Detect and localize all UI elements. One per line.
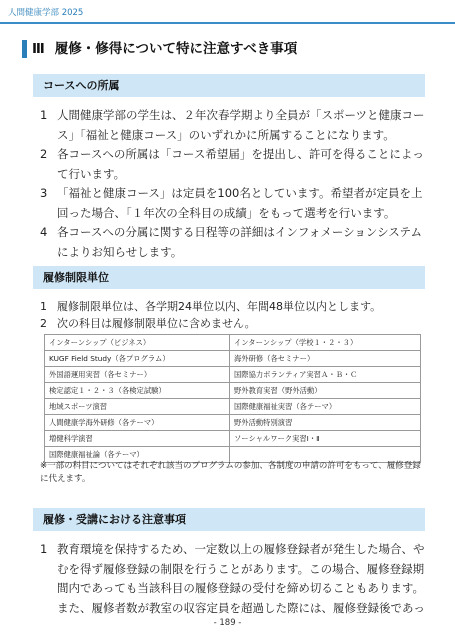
table-row — [45, 367, 421, 383]
item-number: 2 — [40, 147, 48, 161]
section-heading-registration-notes — [33, 508, 425, 531]
item-number: 1 — [40, 542, 48, 556]
header-rule — [0, 22, 455, 24]
table-cell: 外国語運用実習（各セミナー） — [45, 367, 230, 383]
section-title: コースへの所属 — [43, 79, 120, 92]
table-cell: 検定認定１・２・３（各検定試験） — [45, 383, 230, 399]
excluded-courses-table — [44, 334, 421, 463]
item-text: 教育環境を保持するため、一定数以上の履修登録者が発生した場合、やむを得ず履修登録の制限を行うことがあります。この場合、履修登録期間内であっても当該科目の履修登録の受付を締め切ることもあります。また、履修者数が教室の収容定員を超過した際には、履修登録後であっ — [57, 542, 425, 615]
list-item — [40, 145, 430, 184]
section-title: 履修制限単位 — [43, 271, 109, 284]
table-row — [45, 431, 421, 447]
list-item — [40, 299, 430, 315]
table-cell: KUGF Field Study（各プログラム） — [45, 351, 230, 367]
item-number: 3 — [40, 186, 48, 200]
list-item — [40, 316, 430, 332]
chapter-title-text — [32, 40, 297, 58]
item-text: 次の科目は履修制限単位に含めません。 — [57, 317, 256, 330]
item-text: 各コースへの所属は「コース希望届」を提出し、許可を得ることによって行います。 — [57, 147, 424, 181]
table-cell: インターンシップ（学校１・２・３） — [230, 335, 421, 351]
page-number: - 189 - — [213, 618, 242, 628]
section-heading-course — [33, 74, 425, 97]
table-cell: 増健科学演習 — [45, 431, 230, 447]
chapter-accent-bar — [22, 40, 27, 58]
table-cell: 国際協力ボランティア実習Ａ・Ｂ・Ｃ — [230, 367, 421, 383]
table-cell: ソーシャルワーク実習Ⅰ・Ⅱ — [230, 431, 421, 447]
table-row — [45, 351, 421, 367]
table-cell: 野外活動特別演習 — [230, 415, 421, 431]
chapter-title: 履修・修得について特に注意すべき事項 — [54, 41, 298, 57]
table-row — [45, 335, 421, 351]
section-heading-credit-limit — [33, 266, 425, 289]
list-item — [40, 184, 430, 223]
table-cell: 人間健康学海外研修（各テーマ） — [45, 415, 230, 431]
item-number: 2 — [40, 317, 47, 330]
header-label: 人間健康学部 2025 — [8, 8, 84, 18]
table-note: ※一部の科目についてはそれぞれ該当のプログラムの参加、各制度の申請の許可をもって、履修登録に代えます。 — [40, 461, 421, 484]
item-number: 4 — [40, 225, 48, 239]
item-number: 1 — [40, 300, 47, 313]
list-item — [40, 223, 430, 262]
list-item — [40, 106, 430, 145]
table-cell: 地域スポーツ演習 — [45, 399, 230, 415]
table-cell: 国際健康福祉論（各テーマ） — [45, 447, 230, 463]
table-row — [45, 383, 421, 399]
item-text: 各コースへの分属に関する日程等の詳細はインフォメーションシステムによりお知らせします。 — [57, 225, 422, 259]
table-cell: 国際健康福祉実習（各テーマ） — [230, 399, 421, 415]
section-title: 履修・受講における注意事項 — [43, 513, 186, 526]
table-cell: インターンシップ（ビジネス） — [45, 335, 230, 351]
item-text: 履修制限単位は、各学期24単位以内、年間48単位以内とします。 — [57, 300, 382, 313]
table-cell: 野外教育実習（野外活動） — [230, 383, 421, 399]
table-row — [45, 415, 421, 431]
chapter-number: Ⅲ — [32, 41, 45, 57]
chapter-heading — [22, 40, 427, 58]
item-text: 人間健康学部の学生は、２年次春学期より全員が「スポーツと健康コース」「福祉と健康コース」のいずれかに所属することになります。 — [57, 108, 425, 142]
list-item — [40, 540, 430, 618]
table-cell: 海外研修（各セミナー） — [230, 351, 421, 367]
item-number: 1 — [40, 108, 48, 122]
table-row — [45, 399, 421, 415]
item-text: 「福祉と健康コース」は定員を100名としています。希望者が定員を上回った場合、「１年次の全科目の成績」をもって選考を行います。 — [57, 186, 423, 220]
